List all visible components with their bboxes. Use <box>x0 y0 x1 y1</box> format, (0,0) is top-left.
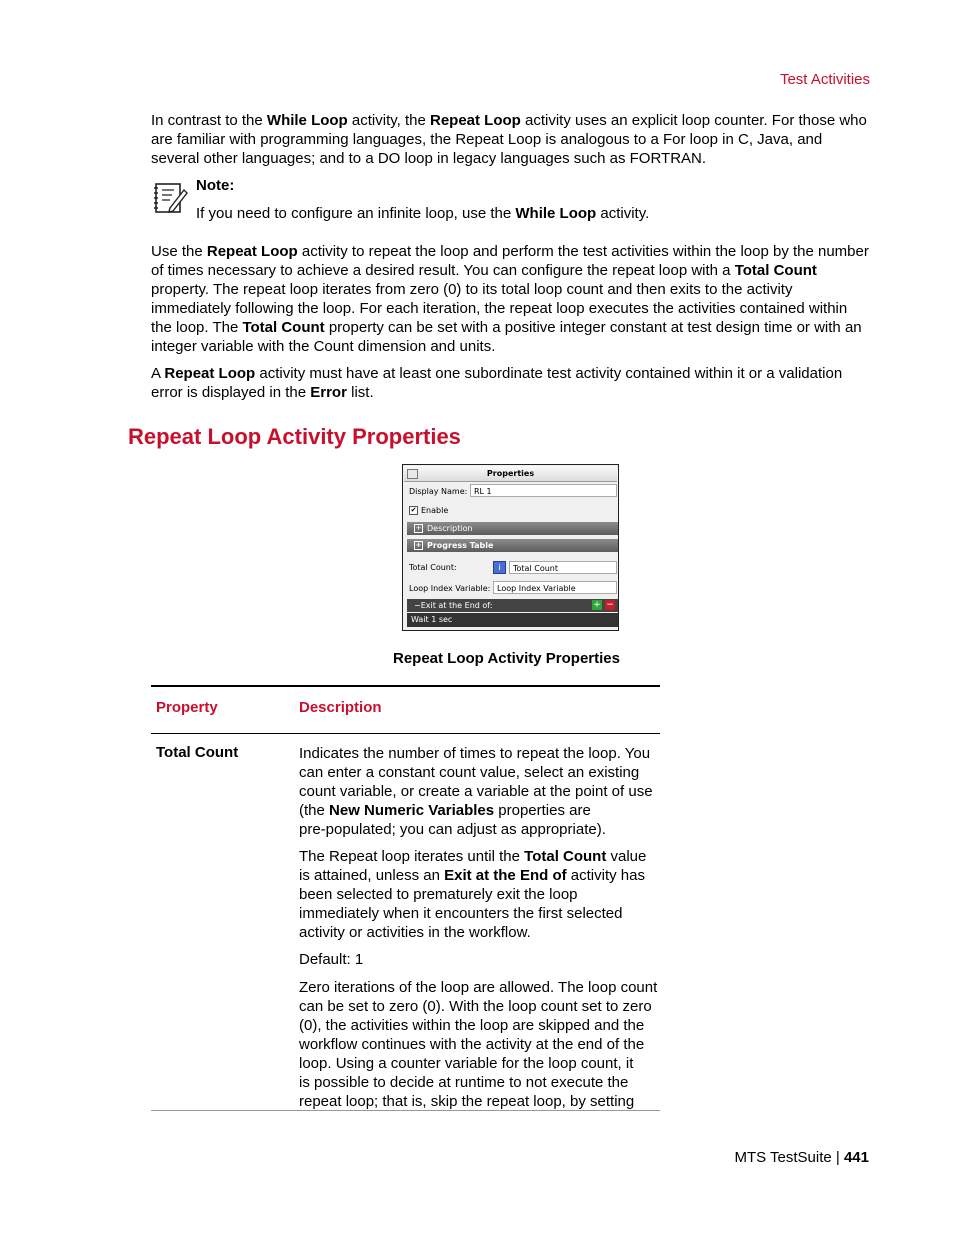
text-line: count variable, or create a variable at the point of use <box>299 783 653 800</box>
text-line: (the New Numeric Variables properties are <box>299 802 591 819</box>
text-line: is attained, unless an Exit at the End of activity has <box>299 867 645 884</box>
table-cell-description-2 <box>299 847 659 942</box>
text-line: can enter a constant count value, select an existing <box>299 764 640 781</box>
exit-label: Exit at the End of: <box>420 601 493 610</box>
add-icon: + <box>593 600 601 610</box>
display-name-field: RL 1 <box>470 484 617 497</box>
variable-icon: i <box>493 561 506 574</box>
note-label: Note: <box>196 177 235 194</box>
intro-paragraph: In contrast to the While Loop activity, the Repeat Loop activity uses an explicit loop counter. For those who are familiar with programming languages, the Repeat Loop is analogous to a For loop in C, Java, and several other languages; and to a DO loop in legacy languages such as FORTRAN. <box>151 112 867 167</box>
progress-table-section-bar <box>407 539 618 552</box>
total-count-field: Total Count <box>509 561 617 574</box>
loop-index-label: Loop Index Variable: <box>409 584 491 593</box>
footer-product: MTS TestSuite | <box>734 1149 844 1166</box>
text-line: pre-populated; you can adjust as appropriate). <box>299 821 606 838</box>
table-bottom-rule <box>151 1110 660 1111</box>
text-line: activity or activities in the workflow. <box>299 924 531 941</box>
text-line: repeat loop; that is, skip the repeat loop, by setting <box>299 1093 635 1110</box>
running-header: Test Activities <box>779 71 870 88</box>
remove-icon: − <box>606 600 614 610</box>
loop-index-field: Loop Index Variable <box>493 581 617 594</box>
table-top-rule <box>151 685 660 687</box>
page-footer <box>734 1149 869 1166</box>
enable-label: Enable <box>421 506 449 515</box>
table-cell-description-4 <box>299 978 659 1111</box>
total-count-label: Total Count: <box>409 563 457 572</box>
description-section-bar <box>407 522 618 535</box>
text-line: The Repeat loop iterates until the Total Count value <box>299 848 647 865</box>
text-line: (0), the activities within the loop are skipped and the <box>299 1017 645 1034</box>
table-header-rule <box>151 733 660 734</box>
note-text: If you need to configure an infinite loop, use the While Loop activity. <box>196 205 650 222</box>
text-line: can be set to zero (0). With the loop count set to zero <box>299 998 652 1015</box>
expand-icon: + <box>415 541 422 549</box>
text-line: Zero iterations of the loop are allowed. The loop count <box>299 979 658 996</box>
enable-checkbox: ✔ <box>410 506 417 514</box>
table-header-property: Property <box>156 699 218 716</box>
table-cell-property: Total Count <box>156 744 239 761</box>
table-cell-description-3: Default: 1 <box>299 951 364 968</box>
panel-title: Properties <box>486 469 535 478</box>
panel-titlebar <box>404 466 617 482</box>
collapse-icon: − <box>414 601 421 610</box>
text-line: workflow continues with the activity at the end of the <box>299 1036 645 1053</box>
figure-caption: Repeat Loop Activity Properties <box>393 650 620 667</box>
section-title: Repeat Loop Activity Properties <box>128 424 461 449</box>
table-cell-description-1 <box>299 744 659 839</box>
exit-at-end-bar <box>407 599 618 612</box>
text-line: loop. Using a counter variable for the loop count, it <box>299 1055 634 1072</box>
body-paragraph-2: A Repeat Loop activity must have at least one subordinate test activity contained within it or a validation error is displayed in the Error list. <box>151 365 843 401</box>
text-line: Indicates the number of times to repeat the loop. You <box>299 745 651 762</box>
page-number: 441 <box>843 1149 869 1166</box>
progress-table-label: Progress Table <box>427 541 494 550</box>
description-label: Description <box>427 524 473 533</box>
body-paragraph-1: Use the Repeat Loop activity to repeat the loop and perform the test activities within the loop by the number of times necessary to achieve a desired result. You can configure the repeat loop with a Total Count property. The repeat loop iterates from zero (0) to its total loop count and then exits to the activity immediately following the loop. For each iteration, the repeat loop executes the activities contained within the loop. The Total Count property can be set with a positive integer constant at test design time or with an integer variable with the Count dimension and units. <box>151 243 869 355</box>
table-header-description: Description <box>299 699 382 716</box>
text-line: immediately when it encounters the first selected <box>299 905 623 922</box>
display-name-label: Display Name: <box>409 487 468 496</box>
notepad-pencil-icon <box>152 180 188 216</box>
properties-panel-screenshot <box>402 464 619 631</box>
text-line: been selected to prematurely exit the loop <box>299 886 578 903</box>
expand-icon: + <box>415 524 422 532</box>
text-line: is possible to decide at runtime to not execute the <box>299 1074 629 1091</box>
wait-row: Wait 1 sec <box>407 613 618 627</box>
